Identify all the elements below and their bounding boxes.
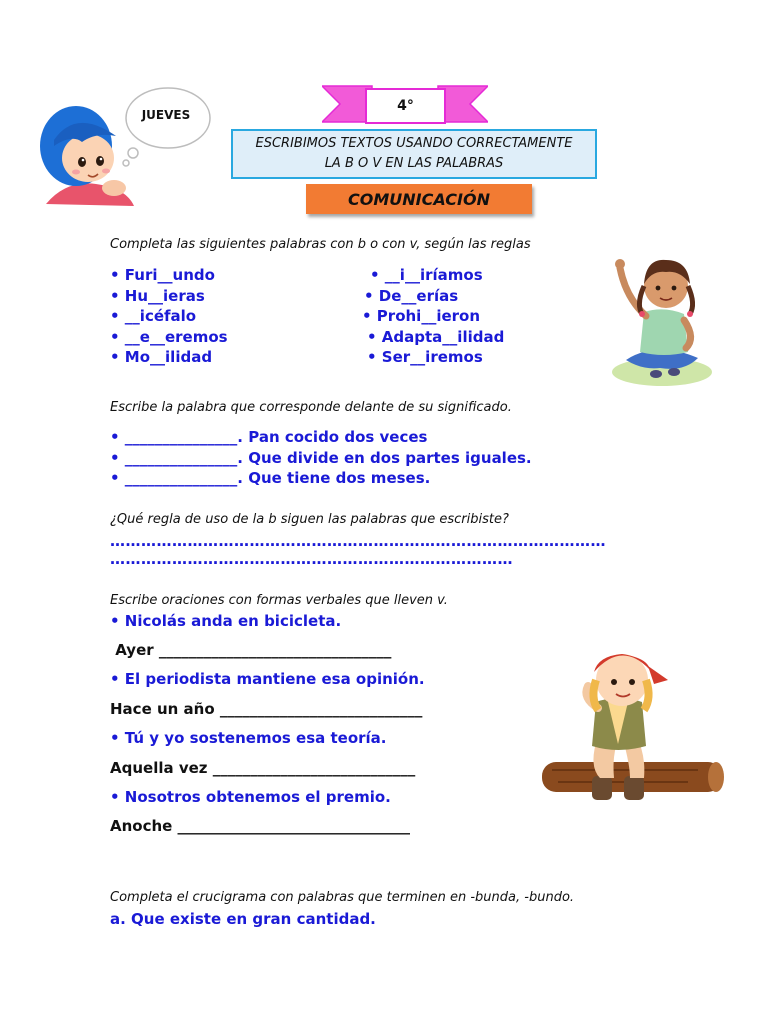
page-title: ESCRIBIMOS TEXTOS USANDO CORRECTAMENTE LA B O V EN LAS PALABRAS [231,129,597,179]
sentence-2: • El periodista mantiene esa opinión. [110,670,425,688]
question-rule: ¿Qué regla de uso de la b siguen las palabras que escribiste? [110,512,509,527]
answer-line-1: …………………………………………………………………………………… [110,532,606,550]
answer-4: Anoche _______________________________ [110,817,411,835]
crossword-clue-a: a. Que existe en gran cantidad. [110,910,376,928]
list-item: • Mo__ilidad [110,348,213,367]
instruction-write-word: Escribe la palabra que corresponde delante de su significado. [110,400,512,415]
instruction-sentences: Escribe oraciones con formas verbales que lleven v. [110,593,448,608]
sentence-4: • Nosotros obtenemos el premio. [110,788,391,806]
answer-1: Ayer _______________________________ [110,641,392,659]
grade-badge: 4° [365,88,446,124]
list-item: • __e__eremos [110,327,228,346]
subject-banner: COMUNICACIÓN [306,184,532,214]
list-item: • Adapta__ilidad [367,327,505,346]
list-item: • __icéfalo [110,307,197,326]
answer-3: Aquella vez ___________________________ [110,759,416,777]
sitting-girl-illustration [606,248,716,388]
list-item: • __i__iríamos [370,266,483,284]
girl-on-log-illustration [538,636,728,808]
definitions-list [110,427,532,489]
list-item: • Prohi__ieron [362,307,481,326]
list-item: • Ser__iremos [367,348,483,367]
answer-2: Hace un año ___________________________ [110,700,423,718]
word-list-left [110,265,228,368]
word-list-right [362,265,504,368]
answer-line-2: …………………………………………………………………… [110,550,513,568]
list-item: • _______________. Que tiene dos meses. [110,469,431,487]
list-item: • Hu__ieras [110,286,205,305]
list-item: • _______________. Pan cocido dos veces [110,428,428,446]
list-item: • Furi__undo [110,266,215,284]
day-label: JUEVES [141,108,191,122]
thinking-girl-illustration [36,84,216,210]
list-item: • _______________. Que divide en dos partes iguales. [110,448,532,467]
instruction-complete-words: Completa las siguientes palabras con b o con v, según las reglas [110,237,531,252]
instruction-crossword: Completa el crucigrama con palabras que terminen en -bunda, -bundo. [110,890,575,905]
sentence-3: • Tú y yo sostenemos esa teoría. [110,729,387,747]
sentence-1: • Nicolás anda en bicicleta. [110,612,342,630]
list-item: • De__erías [364,286,459,305]
